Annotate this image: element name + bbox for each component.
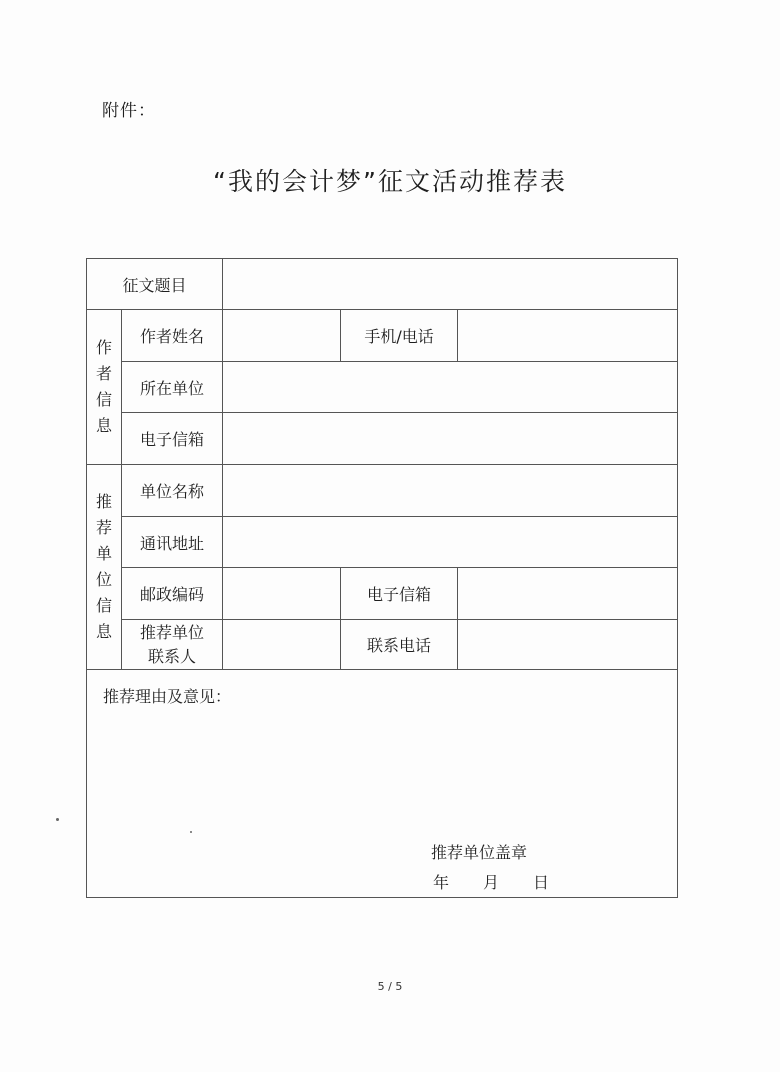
rec-email-label: 电子信箱 <box>341 568 458 620</box>
org-name-label: 单位名称 <box>122 465 223 517</box>
section-char: 单 <box>95 544 112 563</box>
table-row <box>87 259 678 310</box>
address-field[interactable] <box>223 517 678 568</box>
section-char: 信 <box>95 596 112 615</box>
author-info-section-label <box>87 310 122 465</box>
page-number: 5 / 5 <box>377 980 403 993</box>
table-row <box>87 465 678 517</box>
date-month: 月 <box>483 873 500 892</box>
essay-title-label: 征文题目 <box>87 259 223 310</box>
phone-field[interactable] <box>458 310 678 362</box>
section-char: 位 <box>95 570 112 589</box>
section-char: 息 <box>95 622 112 641</box>
author-email-field[interactable] <box>223 413 678 465</box>
section-char: 信 <box>95 390 112 409</box>
scan-speck <box>56 818 59 821</box>
contact-phone-field[interactable] <box>458 620 678 670</box>
recommender-info-section-label <box>87 465 122 670</box>
postcode-field[interactable] <box>223 568 341 620</box>
seal-label: 推荐单位盖章 <box>431 843 528 862</box>
reason-label: 推荐理由及意见： <box>103 687 232 706</box>
section-char: 者 <box>95 364 112 383</box>
rec-email-field[interactable] <box>458 568 678 620</box>
recommendation-form-table <box>86 258 678 898</box>
table-row <box>87 620 678 670</box>
contact-person-field[interactable] <box>223 620 341 670</box>
date-line <box>433 870 549 893</box>
contact-label-line-1: 推荐单位 <box>140 622 205 642</box>
table-row <box>87 413 678 465</box>
phone-label: 手机/电话 <box>341 310 458 362</box>
section-char: 推 <box>95 492 112 511</box>
contact-label-line-2: 联系人 <box>148 646 197 666</box>
table-row <box>87 517 678 568</box>
essay-title-field[interactable] <box>223 259 678 310</box>
contact-person-label <box>122 620 223 670</box>
section-char: 荐 <box>95 518 112 537</box>
page-title: “我的会计梦”征文活动推荐表 <box>213 167 567 196</box>
org-name-field[interactable] <box>223 465 678 517</box>
author-name-field[interactable] <box>223 310 341 362</box>
author-name-label: 作者姓名 <box>122 310 223 362</box>
scan-speck <box>190 831 192 833</box>
postcode-label: 邮政编码 <box>122 568 223 620</box>
author-org-label: 所在单位 <box>122 362 223 413</box>
address-label: 通讯地址 <box>122 517 223 568</box>
date-year: 年 <box>433 873 450 892</box>
reason-cell[interactable] <box>87 670 678 898</box>
contact-phone-label: 联系电话 <box>341 620 458 670</box>
table-row <box>87 568 678 620</box>
attachment-label: 附件： <box>102 101 156 121</box>
table-row <box>87 362 678 413</box>
table-row <box>87 670 678 898</box>
author-org-field[interactable] <box>223 362 678 413</box>
table-row <box>87 310 678 362</box>
author-email-label: 电子信箱 <box>122 413 223 465</box>
section-char: 作 <box>95 338 112 357</box>
date-day: 日 <box>533 873 550 892</box>
section-char: 息 <box>95 416 112 435</box>
